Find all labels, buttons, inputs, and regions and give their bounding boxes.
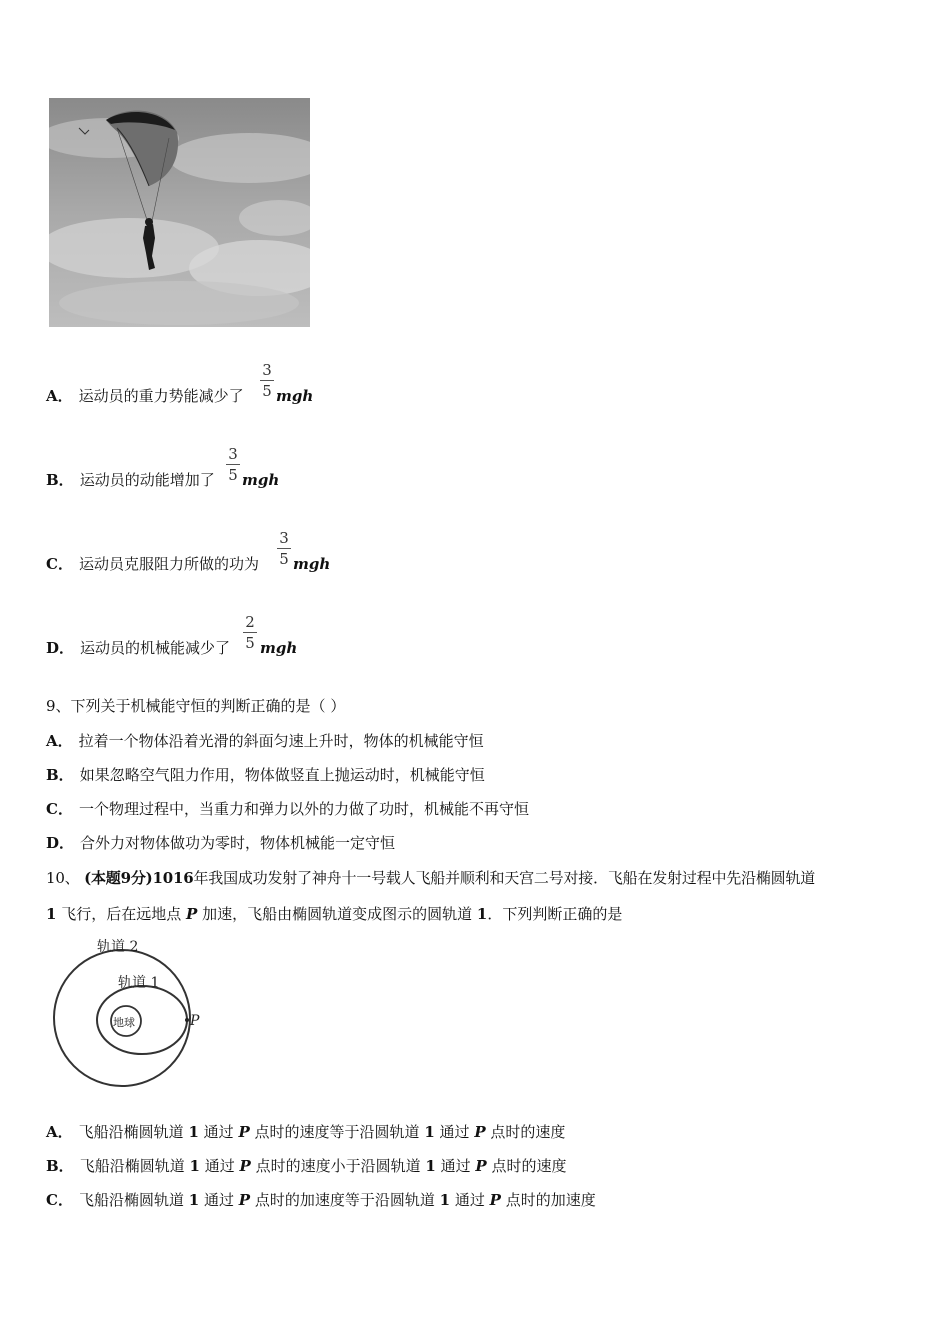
q8-option-b — [46, 470, 215, 490]
fraction-numerator: 3 — [228, 445, 238, 463]
orbit-number: 1 — [425, 1157, 436, 1175]
option-text: 点时的加速度 — [505, 1191, 596, 1209]
orbit-number: 1 — [188, 1123, 199, 1141]
option-letter: B． — [46, 471, 74, 489]
fraction-denominator: 5 — [262, 382, 272, 400]
q8-option-a — [46, 386, 244, 406]
stem-text: 飞行，后在远地点 — [61, 905, 182, 923]
option-letter: A． — [46, 732, 73, 750]
q9-option-d — [46, 833, 395, 853]
option-text: 通过 — [439, 1123, 470, 1141]
option-text: 飞船沿椭圆轨道 — [79, 1157, 185, 1175]
fraction-denominator: 5 — [245, 634, 255, 652]
unit-mgh: mgh — [293, 555, 331, 573]
orbit-diagram — [42, 932, 217, 1090]
q9-option-c — [46, 799, 529, 819]
orbit-number: 1 — [188, 1191, 200, 1209]
stem-text: ．下列判断正确的是 — [487, 905, 623, 923]
q10-stem-line1 — [46, 868, 815, 888]
fraction — [226, 445, 240, 484]
stem-text: 年我国成功发射了神舟十一号载人飞船并顺利和天宫二号对接．飞船在发射过程中先沿椭圆轨道 — [193, 869, 816, 887]
question-number: 10、 — [46, 869, 80, 887]
fraction-bar — [226, 464, 240, 465]
option-letter: D． — [46, 639, 75, 657]
option-text: 拉着一个物体沿着光滑的斜面匀速上升时，物体的机械能守恒 — [78, 732, 484, 750]
option-letter: B． — [46, 1157, 74, 1175]
orbit-number: 1 — [189, 1157, 200, 1175]
option-text: 一个物理过程中，当重力和弹力以外的力做了功时，机械能不再守恒 — [78, 800, 529, 818]
option-text: 飞船沿椭圆轨道 — [78, 1123, 184, 1141]
q8-option-c — [46, 554, 259, 574]
option-text: 通过 — [454, 1191, 485, 1209]
q10-option-c — [46, 1190, 596, 1210]
fraction-bar — [243, 632, 257, 633]
option-letter: A． — [46, 387, 73, 405]
option-letter: C． — [46, 1191, 73, 1209]
q10-option-a — [46, 1122, 565, 1142]
point-p: P — [186, 905, 198, 923]
option-text: 运动员的重力势能减少了 — [78, 387, 244, 405]
option-text: 合外力对物体做功为零时，物体机械能一定守恒 — [80, 834, 396, 852]
unit-mgh: mgh — [276, 387, 314, 405]
fraction-denominator: 5 — [228, 466, 238, 484]
option-letter: D． — [46, 834, 75, 852]
point-label: P — [190, 1013, 200, 1029]
year: 1016 — [152, 869, 194, 887]
option-letter: B． — [46, 766, 74, 784]
q8-option-d — [46, 638, 230, 658]
option-text: 通过 — [203, 1123, 234, 1141]
option-text: 运动员的机械能减少了 — [80, 639, 231, 657]
orbit-2-label: 轨道 2 — [97, 939, 139, 955]
orbit-1-label: 轨道 1 — [118, 975, 160, 991]
point-p: P — [238, 1191, 251, 1209]
point-p: P — [239, 1157, 251, 1175]
option-text: 通过 — [440, 1157, 471, 1175]
option-text: 通过 — [204, 1157, 235, 1175]
option-text: 点时的速度 — [490, 1123, 566, 1141]
orbit-number: 1 — [46, 905, 57, 923]
option-text: 飞船沿椭圆轨道 — [78, 1191, 184, 1209]
fraction — [260, 361, 274, 400]
option-text: 如果忽略空气阻力作用，物体做竖直上抛运动时，机械能守恒 — [79, 766, 485, 784]
fraction-numerator: 3 — [279, 529, 289, 547]
fraction — [277, 529, 291, 568]
unit-mgh: mgh — [260, 639, 298, 657]
option-text: 运动员的动能增加了 — [79, 471, 215, 489]
point-p: P — [238, 1123, 250, 1141]
option-text: 点时的速度 — [491, 1157, 567, 1175]
fraction-bar — [260, 380, 274, 381]
q10-stem-line2 — [46, 904, 622, 924]
q9-option-b — [46, 765, 485, 785]
point-p: P — [474, 1123, 486, 1141]
orbit-number: 1 — [476, 905, 488, 923]
fraction-numerator: 2 — [245, 613, 255, 631]
question-tag: (本题9分) — [84, 869, 153, 887]
earth-label: 地球 — [113, 1016, 135, 1029]
orbit-number: 1 — [424, 1123, 435, 1141]
fraction — [243, 613, 257, 652]
fraction-denominator: 5 — [279, 550, 289, 568]
point-p: P — [475, 1157, 487, 1175]
option-text: 点时的速度小于沿圆轨道 — [255, 1157, 421, 1175]
point-p-dot — [185, 1018, 189, 1022]
q10-option-b — [46, 1156, 566, 1176]
fraction-bar — [277, 548, 291, 549]
q9-stem: 9、下列关于机械能守恒的判断正确的是（ ） — [46, 697, 346, 715]
option-text: 通过 — [203, 1191, 234, 1209]
option-text: 点时的速度等于沿圆轨道 — [254, 1123, 420, 1141]
fraction-numerator: 3 — [262, 361, 272, 379]
option-text: 点时的加速度等于沿圆轨道 — [254, 1191, 435, 1209]
unit-mgh: mgh — [242, 471, 280, 489]
option-letter: C． — [46, 555, 73, 573]
q9-option-a — [46, 731, 484, 751]
option-text: 运动员克服阻力所做的功为 — [78, 555, 259, 573]
option-letter: C． — [46, 800, 73, 818]
orbit-number: 1 — [439, 1191, 451, 1209]
stem-text: 加速，飞船由椭圆轨道变成图示的圆轨道 — [202, 905, 473, 923]
point-p: P — [489, 1191, 501, 1209]
paraglider-photo — [49, 98, 310, 327]
option-letter: A． — [46, 1123, 73, 1141]
